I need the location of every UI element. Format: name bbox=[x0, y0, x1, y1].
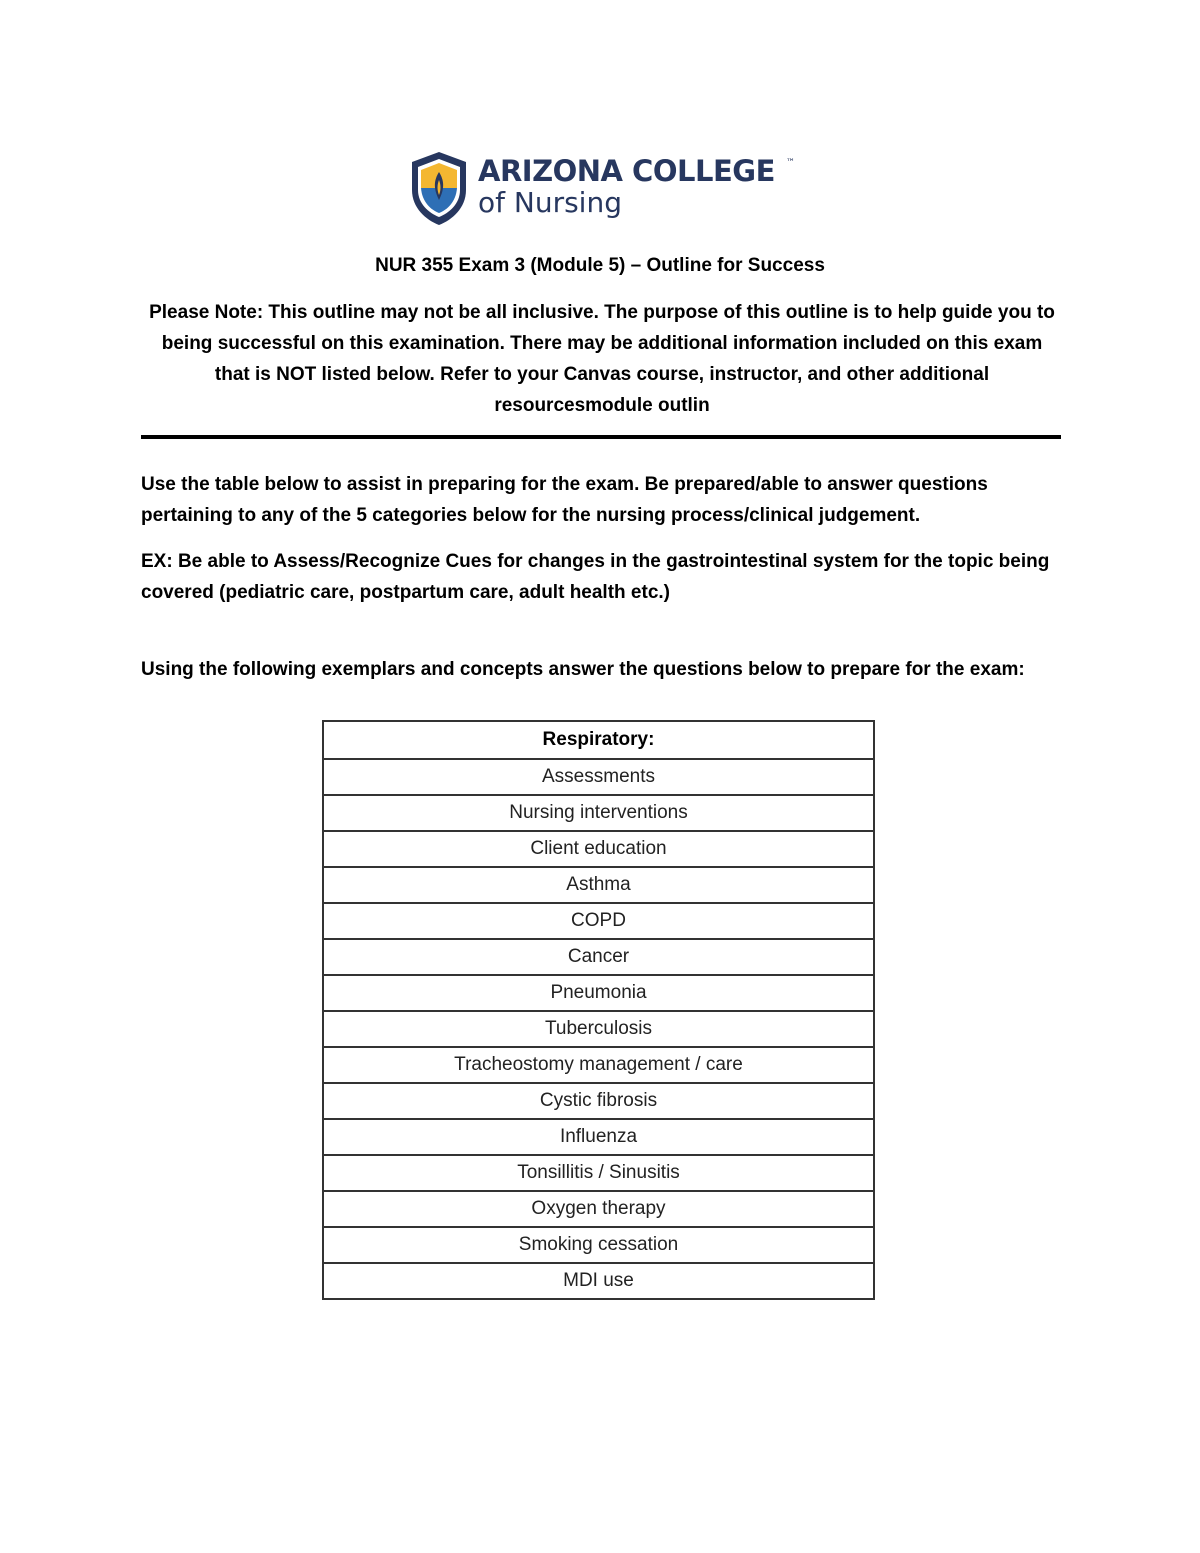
table-cell: Tracheostomy management / care bbox=[323, 1047, 874, 1083]
table-cell: Tonsillitis / Sinusitis bbox=[323, 1155, 874, 1191]
table-row bbox=[323, 1047, 874, 1083]
table-cell: Smoking cessation bbox=[323, 1227, 874, 1263]
table-row bbox=[323, 1119, 874, 1155]
shield-logo-icon bbox=[408, 150, 470, 226]
table-cell: Cancer bbox=[323, 939, 874, 975]
table-cell: Tuberculosis bbox=[323, 1011, 874, 1047]
table-cell: Oxygen therapy bbox=[323, 1191, 874, 1227]
table-row bbox=[323, 975, 874, 1011]
table-row bbox=[323, 939, 874, 975]
table-cell: Pneumonia bbox=[323, 975, 874, 1011]
table-header-cell: Respiratory: bbox=[323, 721, 874, 759]
table-row bbox=[323, 795, 874, 831]
college-logo bbox=[408, 150, 808, 228]
document-title: NUR 355 Exam 3 (Module 5) – Outline for Success bbox=[375, 255, 825, 276]
table-row bbox=[323, 1083, 874, 1119]
table-cell: Nursing interventions bbox=[323, 795, 874, 831]
table-cell: Client education bbox=[323, 831, 874, 867]
table-cell: COPD bbox=[323, 903, 874, 939]
table-cell: Asthma bbox=[323, 867, 874, 903]
logo-trademark: ™ bbox=[786, 158, 795, 168]
instructions-paragraph: Use the table below to assist in preparing for the exam. Be prepared/able to answer questions pertaining to any of the 5 categories below for the nursing process/clinical judgement. bbox=[141, 474, 988, 526]
table-row bbox=[323, 903, 874, 939]
table-row bbox=[323, 1263, 874, 1299]
table-cell: MDI use bbox=[323, 1263, 874, 1299]
table-cell: Cystic fibrosis bbox=[323, 1083, 874, 1119]
table-row bbox=[323, 1191, 874, 1227]
logo-wordmark-nursing: of Nursing bbox=[478, 186, 622, 219]
table-header-row bbox=[323, 721, 874, 759]
table-row bbox=[323, 831, 874, 867]
table-row bbox=[323, 1011, 874, 1047]
horizontal-divider bbox=[141, 435, 1061, 439]
table-row bbox=[323, 759, 874, 795]
table-row bbox=[323, 1155, 874, 1191]
table-cell: Assessments bbox=[323, 759, 874, 795]
exemplars-intro: Using the following exemplars and concepts answer the questions below to prepare for the exam: bbox=[141, 659, 1025, 680]
table-row bbox=[323, 867, 874, 903]
logo-wordmark-college: ARIZONA COLLEGE bbox=[478, 154, 775, 188]
example-paragraph: EX: Be able to Assess/Recognize Cues for changes in the gastrointestinal system for the topic being covered (pediatric care, postpartum care, adult health etc.) bbox=[141, 551, 1050, 603]
table-cell: Influenza bbox=[323, 1119, 874, 1155]
table-row bbox=[323, 1227, 874, 1263]
please-note: Please Note: This outline may not be all inclusive. The purpose of this outline is to help guide you to being successful on this examination. There may be additional information included on this exam that is NOT listed below. Refer to your Canvas course, instructor, and other additional resourcesmodule outlin bbox=[149, 302, 1055, 416]
respiratory-table bbox=[322, 720, 875, 1300]
